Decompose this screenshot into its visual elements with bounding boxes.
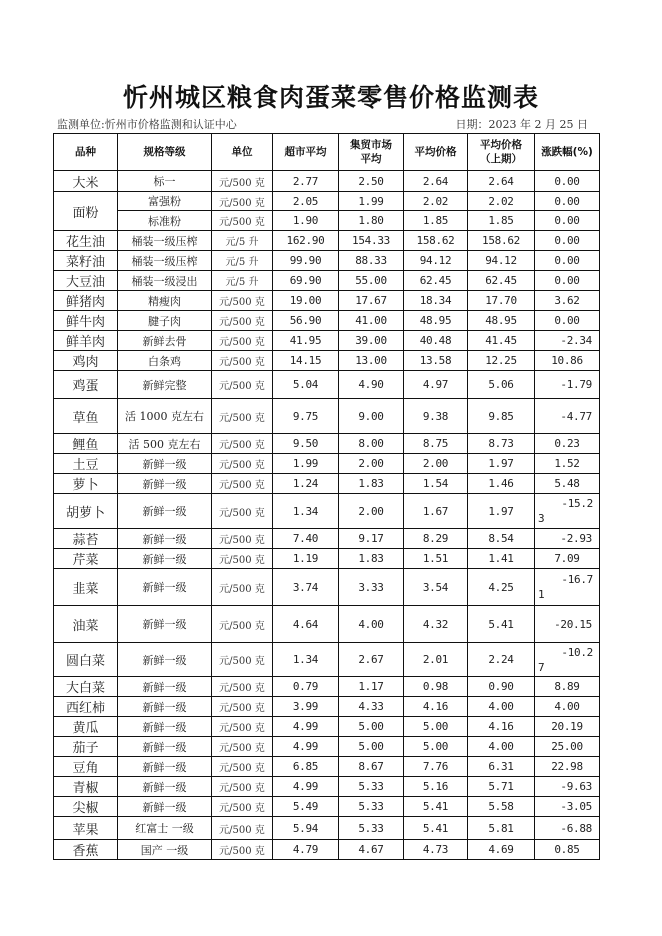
variety-cell: 面粉 bbox=[54, 192, 118, 231]
supermarket-avg-cell: 3.99 bbox=[273, 697, 339, 717]
avg-price-cell: 5.00 bbox=[404, 737, 468, 757]
unit-cell: 元/500 克 bbox=[212, 351, 273, 371]
avg-price-cell: 1.54 bbox=[404, 474, 468, 494]
variety-cell: 草鱼 bbox=[54, 399, 118, 434]
avg-price-cell: 5.00 bbox=[404, 717, 468, 737]
supermarket-avg-cell: 9.50 bbox=[273, 434, 339, 454]
prev-avg-price-cell: 12.25 bbox=[468, 351, 535, 371]
spec-cell: 新鲜一级 bbox=[118, 549, 212, 569]
table-row bbox=[54, 271, 600, 291]
prev-avg-price-cell: 8.54 bbox=[468, 529, 535, 549]
unit-cell: 元/500 克 bbox=[212, 399, 273, 434]
market-avg-cell: 8.67 bbox=[339, 757, 404, 777]
spec-cell: 国产 一级 bbox=[118, 840, 212, 860]
spec-cell: 新鲜一级 bbox=[118, 717, 212, 737]
prev-avg-price-cell: 1.41 bbox=[468, 549, 535, 569]
table-row bbox=[54, 697, 600, 717]
variety-cell: 油菜 bbox=[54, 606, 118, 643]
spec-cell: 新鲜一级 bbox=[118, 757, 212, 777]
change-pct-cell: -2.93 bbox=[535, 529, 600, 549]
market-avg-cell: 9.17 bbox=[339, 529, 404, 549]
market-avg-cell: 1.99 bbox=[339, 192, 404, 211]
prev-avg-price-cell: 1.46 bbox=[468, 474, 535, 494]
variety-cell: 土豆 bbox=[54, 454, 118, 474]
avg-price-cell: 0.98 bbox=[404, 677, 468, 697]
avg-price-cell: 3.54 bbox=[404, 569, 468, 606]
spec-cell: 新鲜一级 bbox=[118, 697, 212, 717]
supermarket-avg-cell: 0.79 bbox=[273, 677, 339, 697]
spec-cell: 桶装一级压榨 bbox=[118, 251, 212, 271]
variety-cell: 西红柿 bbox=[54, 697, 118, 717]
spec-cell: 标一 bbox=[118, 171, 212, 192]
header-prev-avg-price: 平均价格 （上期） bbox=[468, 134, 535, 171]
unit-cell: 元/500 克 bbox=[212, 817, 273, 840]
spec-cell: 新鲜一级 bbox=[118, 494, 212, 529]
spec-cell: 新鲜一级 bbox=[118, 797, 212, 817]
change-pct-cell: 8.89 bbox=[535, 677, 600, 697]
change-pct-text-wrap: 7 bbox=[538, 660, 545, 674]
change-pct-cell: 0.00 bbox=[535, 311, 600, 331]
change-pct-cell: 1.52 bbox=[535, 454, 600, 474]
supermarket-avg-cell: 4.99 bbox=[273, 737, 339, 757]
supermarket-avg-cell: 5.49 bbox=[273, 797, 339, 817]
supermarket-avg-cell: 5.04 bbox=[273, 371, 339, 399]
variety-cell: 大白菜 bbox=[54, 677, 118, 697]
change-pct-cell bbox=[535, 494, 600, 529]
table-row bbox=[54, 192, 600, 211]
prev-avg-price-cell: 41.45 bbox=[468, 331, 535, 351]
table-row bbox=[54, 291, 600, 311]
unit-cell: 元/500 克 bbox=[212, 291, 273, 311]
monitoring-unit: 监测单位:忻州市价格监测和认证中心 bbox=[57, 118, 237, 131]
supermarket-avg-cell: 6.85 bbox=[273, 757, 339, 777]
avg-price-cell: 4.16 bbox=[404, 697, 468, 717]
table-row bbox=[54, 606, 600, 643]
market-avg-cell: 2.50 bbox=[339, 171, 404, 192]
market-avg-cell: 5.33 bbox=[339, 777, 404, 797]
header-market-avg: 集贸市场 平均 bbox=[339, 134, 404, 171]
spec-cell: 新鲜一级 bbox=[118, 737, 212, 757]
market-avg-cell: 5.00 bbox=[339, 737, 404, 757]
supermarket-avg-cell: 1.99 bbox=[273, 454, 339, 474]
table-row bbox=[54, 494, 600, 529]
variety-cell: 鲜羊肉 bbox=[54, 331, 118, 351]
table-row bbox=[54, 434, 600, 454]
spec-cell: 新鲜完整 bbox=[118, 371, 212, 399]
avg-price-cell: 8.75 bbox=[404, 434, 468, 454]
avg-price-cell: 4.32 bbox=[404, 606, 468, 643]
variety-cell: 大米 bbox=[54, 171, 118, 192]
supermarket-avg-cell: 162.90 bbox=[273, 231, 339, 251]
prev-avg-price-cell: 4.00 bbox=[468, 737, 535, 757]
spec-cell: 新鲜去骨 bbox=[118, 331, 212, 351]
market-avg-cell: 5.33 bbox=[339, 797, 404, 817]
variety-cell: 大豆油 bbox=[54, 271, 118, 291]
unit-cell: 元/500 克 bbox=[212, 171, 273, 192]
market-avg-cell: 8.00 bbox=[339, 434, 404, 454]
prev-avg-price-cell: 62.45 bbox=[468, 271, 535, 291]
market-avg-cell: 1.83 bbox=[339, 474, 404, 494]
prev-avg-price-cell: 0.90 bbox=[468, 677, 535, 697]
change-pct-cell: -9.63 bbox=[535, 777, 600, 797]
change-pct-cell: -3.05 bbox=[535, 797, 600, 817]
change-pct-cell: 20.19 bbox=[535, 717, 600, 737]
unit-cell: 元/500 克 bbox=[212, 454, 273, 474]
header-change-pct: 涨跌幅(%) bbox=[535, 134, 600, 171]
spec-cell: 活 500 克左右 bbox=[118, 434, 212, 454]
market-avg-cell: 154.33 bbox=[339, 231, 404, 251]
avg-price-cell: 7.76 bbox=[404, 757, 468, 777]
supermarket-avg-cell: 4.99 bbox=[273, 777, 339, 797]
prev-avg-price-cell: 5.06 bbox=[468, 371, 535, 399]
change-pct-cell: 4.00 bbox=[535, 697, 600, 717]
change-pct-cell: 0.00 bbox=[535, 171, 600, 192]
variety-cell: 豆角 bbox=[54, 757, 118, 777]
spec-cell: 腱子肉 bbox=[118, 311, 212, 331]
spec-cell: 新鲜一级 bbox=[118, 606, 212, 643]
unit-cell: 元/500 克 bbox=[212, 737, 273, 757]
prev-avg-price-cell: 6.31 bbox=[468, 757, 535, 777]
document-title: 忻州城区粮食肉蛋菜零售价格监测表 bbox=[122, 83, 539, 112]
prev-avg-price-cell: 158.62 bbox=[468, 231, 535, 251]
variety-cell: 鲜牛肉 bbox=[54, 311, 118, 331]
variety-cell: 鲜猪肉 bbox=[54, 291, 118, 311]
prev-avg-price-cell: 2.64 bbox=[468, 171, 535, 192]
table-row bbox=[54, 251, 600, 271]
supermarket-avg-cell: 1.34 bbox=[273, 643, 339, 677]
table-row bbox=[54, 717, 600, 737]
market-avg-cell: 2.67 bbox=[339, 643, 404, 677]
variety-cell: 菜籽油 bbox=[54, 251, 118, 271]
market-avg-cell: 9.00 bbox=[339, 399, 404, 434]
change-pct-cell: 0.00 bbox=[535, 251, 600, 271]
unit-cell: 元/500 克 bbox=[212, 840, 273, 860]
price-table bbox=[53, 133, 600, 860]
change-pct-cell: 0.00 bbox=[535, 211, 600, 231]
table-row bbox=[54, 399, 600, 434]
market-avg-cell: 41.00 bbox=[339, 311, 404, 331]
prev-avg-price-cell: 48.95 bbox=[468, 311, 535, 331]
spec-cell: 红富士 一级 bbox=[118, 817, 212, 840]
supermarket-avg-cell: 1.24 bbox=[273, 474, 339, 494]
supermarket-avg-cell: 3.74 bbox=[273, 569, 339, 606]
spec-cell: 新鲜一级 bbox=[118, 474, 212, 494]
header-supermarket-avg: 超市平均 bbox=[273, 134, 339, 171]
variety-cell: 苹果 bbox=[54, 817, 118, 840]
change-pct-text: -10.2 bbox=[561, 645, 593, 659]
supermarket-avg-cell: 56.90 bbox=[273, 311, 339, 331]
market-avg-cell: 5.33 bbox=[339, 817, 404, 840]
unit-cell: 元/500 克 bbox=[212, 311, 273, 331]
avg-price-cell: 1.85 bbox=[404, 211, 468, 231]
supermarket-avg-cell: 2.77 bbox=[273, 171, 339, 192]
spec-cell: 新鲜一级 bbox=[118, 677, 212, 697]
table-row bbox=[54, 677, 600, 697]
change-pct-cell: 0.00 bbox=[535, 231, 600, 251]
change-pct-cell: 0.85 bbox=[535, 840, 600, 860]
spec-cell: 新鲜一级 bbox=[118, 643, 212, 677]
change-pct-cell: -2.34 bbox=[535, 331, 600, 351]
variety-cell: 尖椒 bbox=[54, 797, 118, 817]
unit-cell: 元/500 克 bbox=[212, 331, 273, 351]
avg-price-cell: 2.01 bbox=[404, 643, 468, 677]
table-row bbox=[54, 797, 600, 817]
spec-cell: 白条鸡 bbox=[118, 351, 212, 371]
spec-cell: 桶装一级压榨 bbox=[118, 231, 212, 251]
market-avg-cell: 4.67 bbox=[339, 840, 404, 860]
unit-cell: 元/500 克 bbox=[212, 434, 273, 454]
market-avg-cell: 1.80 bbox=[339, 211, 404, 231]
unit-cell: 元/500 克 bbox=[212, 211, 273, 231]
table-row bbox=[54, 529, 600, 549]
unit-cell: 元/500 克 bbox=[212, 606, 273, 643]
avg-price-cell: 2.64 bbox=[404, 171, 468, 192]
header-variety: 品种 bbox=[54, 134, 118, 171]
report-date: 日期：2023 年 2 月 25 日 bbox=[455, 118, 588, 131]
unit-cell: 元/500 克 bbox=[212, 677, 273, 697]
table-row bbox=[54, 569, 600, 606]
change-pct-cell bbox=[535, 569, 600, 606]
change-pct-text: -16.7 bbox=[561, 573, 593, 586]
supermarket-avg-cell: 9.75 bbox=[273, 399, 339, 434]
unit-cell: 元/500 克 bbox=[212, 549, 273, 569]
prev-avg-price-cell: 5.41 bbox=[468, 606, 535, 643]
spec-cell: 富强粉 bbox=[118, 192, 212, 211]
supermarket-avg-cell: 5.94 bbox=[273, 817, 339, 840]
unit-cell: 元/500 克 bbox=[212, 717, 273, 737]
unit-cell: 元/500 克 bbox=[212, 643, 273, 677]
supermarket-avg-cell: 1.34 bbox=[273, 494, 339, 529]
spec-cell: 精瘦肉 bbox=[118, 291, 212, 311]
table-row bbox=[54, 211, 600, 231]
variety-cell: 圆白菜 bbox=[54, 643, 118, 677]
header-spec: 规格等级 bbox=[118, 134, 212, 171]
unit-cell: 元/500 克 bbox=[212, 757, 273, 777]
change-pct-cell: 5.48 bbox=[535, 474, 600, 494]
variety-cell: 蒜苔 bbox=[54, 529, 118, 549]
supermarket-avg-cell: 1.19 bbox=[273, 549, 339, 569]
table-body bbox=[54, 171, 600, 860]
variety-cell: 韭菜 bbox=[54, 569, 118, 606]
market-avg-cell: 4.00 bbox=[339, 606, 404, 643]
avg-price-cell: 48.95 bbox=[404, 311, 468, 331]
change-pct-cell: 10.86 bbox=[535, 351, 600, 371]
variety-cell: 青椒 bbox=[54, 777, 118, 797]
prev-avg-price-cell: 4.69 bbox=[468, 840, 535, 860]
prev-avg-price-cell: 5.81 bbox=[468, 817, 535, 840]
market-avg-cell: 17.67 bbox=[339, 291, 404, 311]
avg-price-cell: 62.45 bbox=[404, 271, 468, 291]
unit-cell: 元/5 升 bbox=[212, 251, 273, 271]
table-row bbox=[54, 311, 600, 331]
market-avg-cell: 88.33 bbox=[339, 251, 404, 271]
unit-cell: 元/500 克 bbox=[212, 494, 273, 529]
table-row bbox=[54, 351, 600, 371]
header-avg-price: 平均价格 bbox=[404, 134, 468, 171]
table-header-row bbox=[54, 134, 600, 171]
unit-cell: 元/5 升 bbox=[212, 271, 273, 291]
table-row bbox=[54, 777, 600, 797]
table-row bbox=[54, 643, 600, 677]
variety-cell: 芹菜 bbox=[54, 549, 118, 569]
supermarket-avg-cell: 19.00 bbox=[273, 291, 339, 311]
avg-price-cell: 2.00 bbox=[404, 454, 468, 474]
change-pct-cell: 7.09 bbox=[535, 549, 600, 569]
prev-avg-price-cell: 5.71 bbox=[468, 777, 535, 797]
prev-avg-price-cell: 8.73 bbox=[468, 434, 535, 454]
spec-cell: 新鲜一级 bbox=[118, 529, 212, 549]
avg-price-cell: 13.58 bbox=[404, 351, 468, 371]
avg-price-cell: 4.73 bbox=[404, 840, 468, 860]
market-avg-cell: 55.00 bbox=[339, 271, 404, 291]
change-pct-cell: -20.15 bbox=[535, 606, 600, 643]
variety-cell: 胡萝卜 bbox=[54, 494, 118, 529]
avg-price-cell: 9.38 bbox=[404, 399, 468, 434]
spec-cell: 新鲜一级 bbox=[118, 569, 212, 606]
table-row bbox=[54, 231, 600, 251]
market-avg-cell: 5.00 bbox=[339, 717, 404, 737]
table-row bbox=[54, 840, 600, 860]
prev-avg-price-cell: 4.16 bbox=[468, 717, 535, 737]
avg-price-cell: 8.29 bbox=[404, 529, 468, 549]
market-avg-cell: 4.90 bbox=[339, 371, 404, 399]
avg-price-cell: 158.62 bbox=[404, 231, 468, 251]
variety-cell: 鸡蛋 bbox=[54, 371, 118, 399]
unit-cell: 元/500 克 bbox=[212, 371, 273, 399]
avg-price-cell: 94.12 bbox=[404, 251, 468, 271]
supermarket-avg-cell: 4.99 bbox=[273, 717, 339, 737]
supermarket-avg-cell: 2.05 bbox=[273, 192, 339, 211]
avg-price-cell: 5.41 bbox=[404, 797, 468, 817]
market-avg-cell: 2.00 bbox=[339, 494, 404, 529]
change-pct-cell bbox=[535, 643, 600, 677]
unit-cell: 元/500 克 bbox=[212, 529, 273, 549]
avg-price-cell: 18.34 bbox=[404, 291, 468, 311]
table-row bbox=[54, 371, 600, 399]
header-unit: 单位 bbox=[212, 134, 273, 171]
supermarket-avg-cell: 4.79 bbox=[273, 840, 339, 860]
market-avg-cell: 3.33 bbox=[339, 569, 404, 606]
avg-price-cell: 1.67 bbox=[404, 494, 468, 529]
market-avg-cell: 39.00 bbox=[339, 331, 404, 351]
avg-price-cell: 2.02 bbox=[404, 192, 468, 211]
prev-avg-price-cell: 9.85 bbox=[468, 399, 535, 434]
variety-cell: 花生油 bbox=[54, 231, 118, 251]
change-pct-cell: 22.98 bbox=[535, 757, 600, 777]
avg-price-cell: 1.51 bbox=[404, 549, 468, 569]
change-pct-cell: 25.00 bbox=[535, 737, 600, 757]
change-pct-text-wrap: 1 bbox=[538, 588, 545, 601]
avg-price-cell: 40.48 bbox=[404, 331, 468, 351]
change-pct-cell: 3.62 bbox=[535, 291, 600, 311]
supermarket-avg-cell: 1.90 bbox=[273, 211, 339, 231]
change-pct-cell: 0.00 bbox=[535, 271, 600, 291]
change-pct-cell: 0.23 bbox=[535, 434, 600, 454]
variety-cell: 鸡肉 bbox=[54, 351, 118, 371]
change-pct-cell: -4.77 bbox=[535, 399, 600, 434]
market-avg-cell: 4.33 bbox=[339, 697, 404, 717]
table-row bbox=[54, 171, 600, 192]
market-avg-cell: 2.00 bbox=[339, 454, 404, 474]
prev-avg-price-cell: 17.70 bbox=[468, 291, 535, 311]
market-avg-cell: 1.17 bbox=[339, 677, 404, 697]
change-pct-cell: -6.88 bbox=[535, 817, 600, 840]
variety-cell: 茄子 bbox=[54, 737, 118, 757]
spec-cell: 标准粉 bbox=[118, 211, 212, 231]
prev-avg-price-cell: 1.97 bbox=[468, 454, 535, 474]
variety-cell: 鲤鱼 bbox=[54, 434, 118, 454]
unit-cell: 元/500 克 bbox=[212, 474, 273, 494]
unit-cell: 元/500 克 bbox=[212, 697, 273, 717]
unit-cell: 元/500 克 bbox=[212, 777, 273, 797]
prev-avg-price-cell: 4.25 bbox=[468, 569, 535, 606]
prev-avg-price-cell: 5.58 bbox=[468, 797, 535, 817]
variety-cell: 香蕉 bbox=[54, 840, 118, 860]
unit-cell: 元/500 克 bbox=[212, 192, 273, 211]
avg-price-cell: 5.16 bbox=[404, 777, 468, 797]
spec-cell: 新鲜一级 bbox=[118, 454, 212, 474]
market-avg-cell: 13.00 bbox=[339, 351, 404, 371]
prev-avg-price-cell: 4.00 bbox=[468, 697, 535, 717]
prev-avg-price-cell: 2.24 bbox=[468, 643, 535, 677]
unit-cell: 元/500 克 bbox=[212, 569, 273, 606]
prev-avg-price-cell: 2.02 bbox=[468, 192, 535, 211]
spec-cell: 新鲜一级 bbox=[118, 777, 212, 797]
change-pct-cell: 0.00 bbox=[535, 192, 600, 211]
spec-cell: 桶装一级浸出 bbox=[118, 271, 212, 291]
supermarket-avg-cell: 4.64 bbox=[273, 606, 339, 643]
supermarket-avg-cell: 41.95 bbox=[273, 331, 339, 351]
spec-cell: 活 1000 克左右 bbox=[118, 399, 212, 434]
prev-avg-price-cell: 94.12 bbox=[468, 251, 535, 271]
variety-cell: 萝卜 bbox=[54, 474, 118, 494]
change-pct-cell: -1.79 bbox=[535, 371, 600, 399]
prev-avg-price-cell: 1.85 bbox=[468, 211, 535, 231]
supermarket-avg-cell: 14.15 bbox=[273, 351, 339, 371]
avg-price-cell: 5.41 bbox=[404, 817, 468, 840]
supermarket-avg-cell: 99.90 bbox=[273, 251, 339, 271]
avg-price-cell: 4.97 bbox=[404, 371, 468, 399]
table-row bbox=[54, 817, 600, 840]
variety-cell: 黄瓜 bbox=[54, 717, 118, 737]
table-row bbox=[54, 474, 600, 494]
table-row bbox=[54, 454, 600, 474]
market-avg-cell: 1.83 bbox=[339, 549, 404, 569]
supermarket-avg-cell: 7.40 bbox=[273, 529, 339, 549]
supermarket-avg-cell: 69.90 bbox=[273, 271, 339, 291]
unit-cell: 元/500 克 bbox=[212, 797, 273, 817]
change-pct-text-wrap: 3 bbox=[538, 512, 545, 525]
prev-avg-price-cell: 1.97 bbox=[468, 494, 535, 529]
table-row bbox=[54, 331, 600, 351]
unit-cell: 元/5 升 bbox=[212, 231, 273, 251]
table-row bbox=[54, 549, 600, 569]
table-row bbox=[54, 737, 600, 757]
table-row bbox=[54, 757, 600, 777]
change-pct-text: -15.2 bbox=[561, 497, 593, 510]
